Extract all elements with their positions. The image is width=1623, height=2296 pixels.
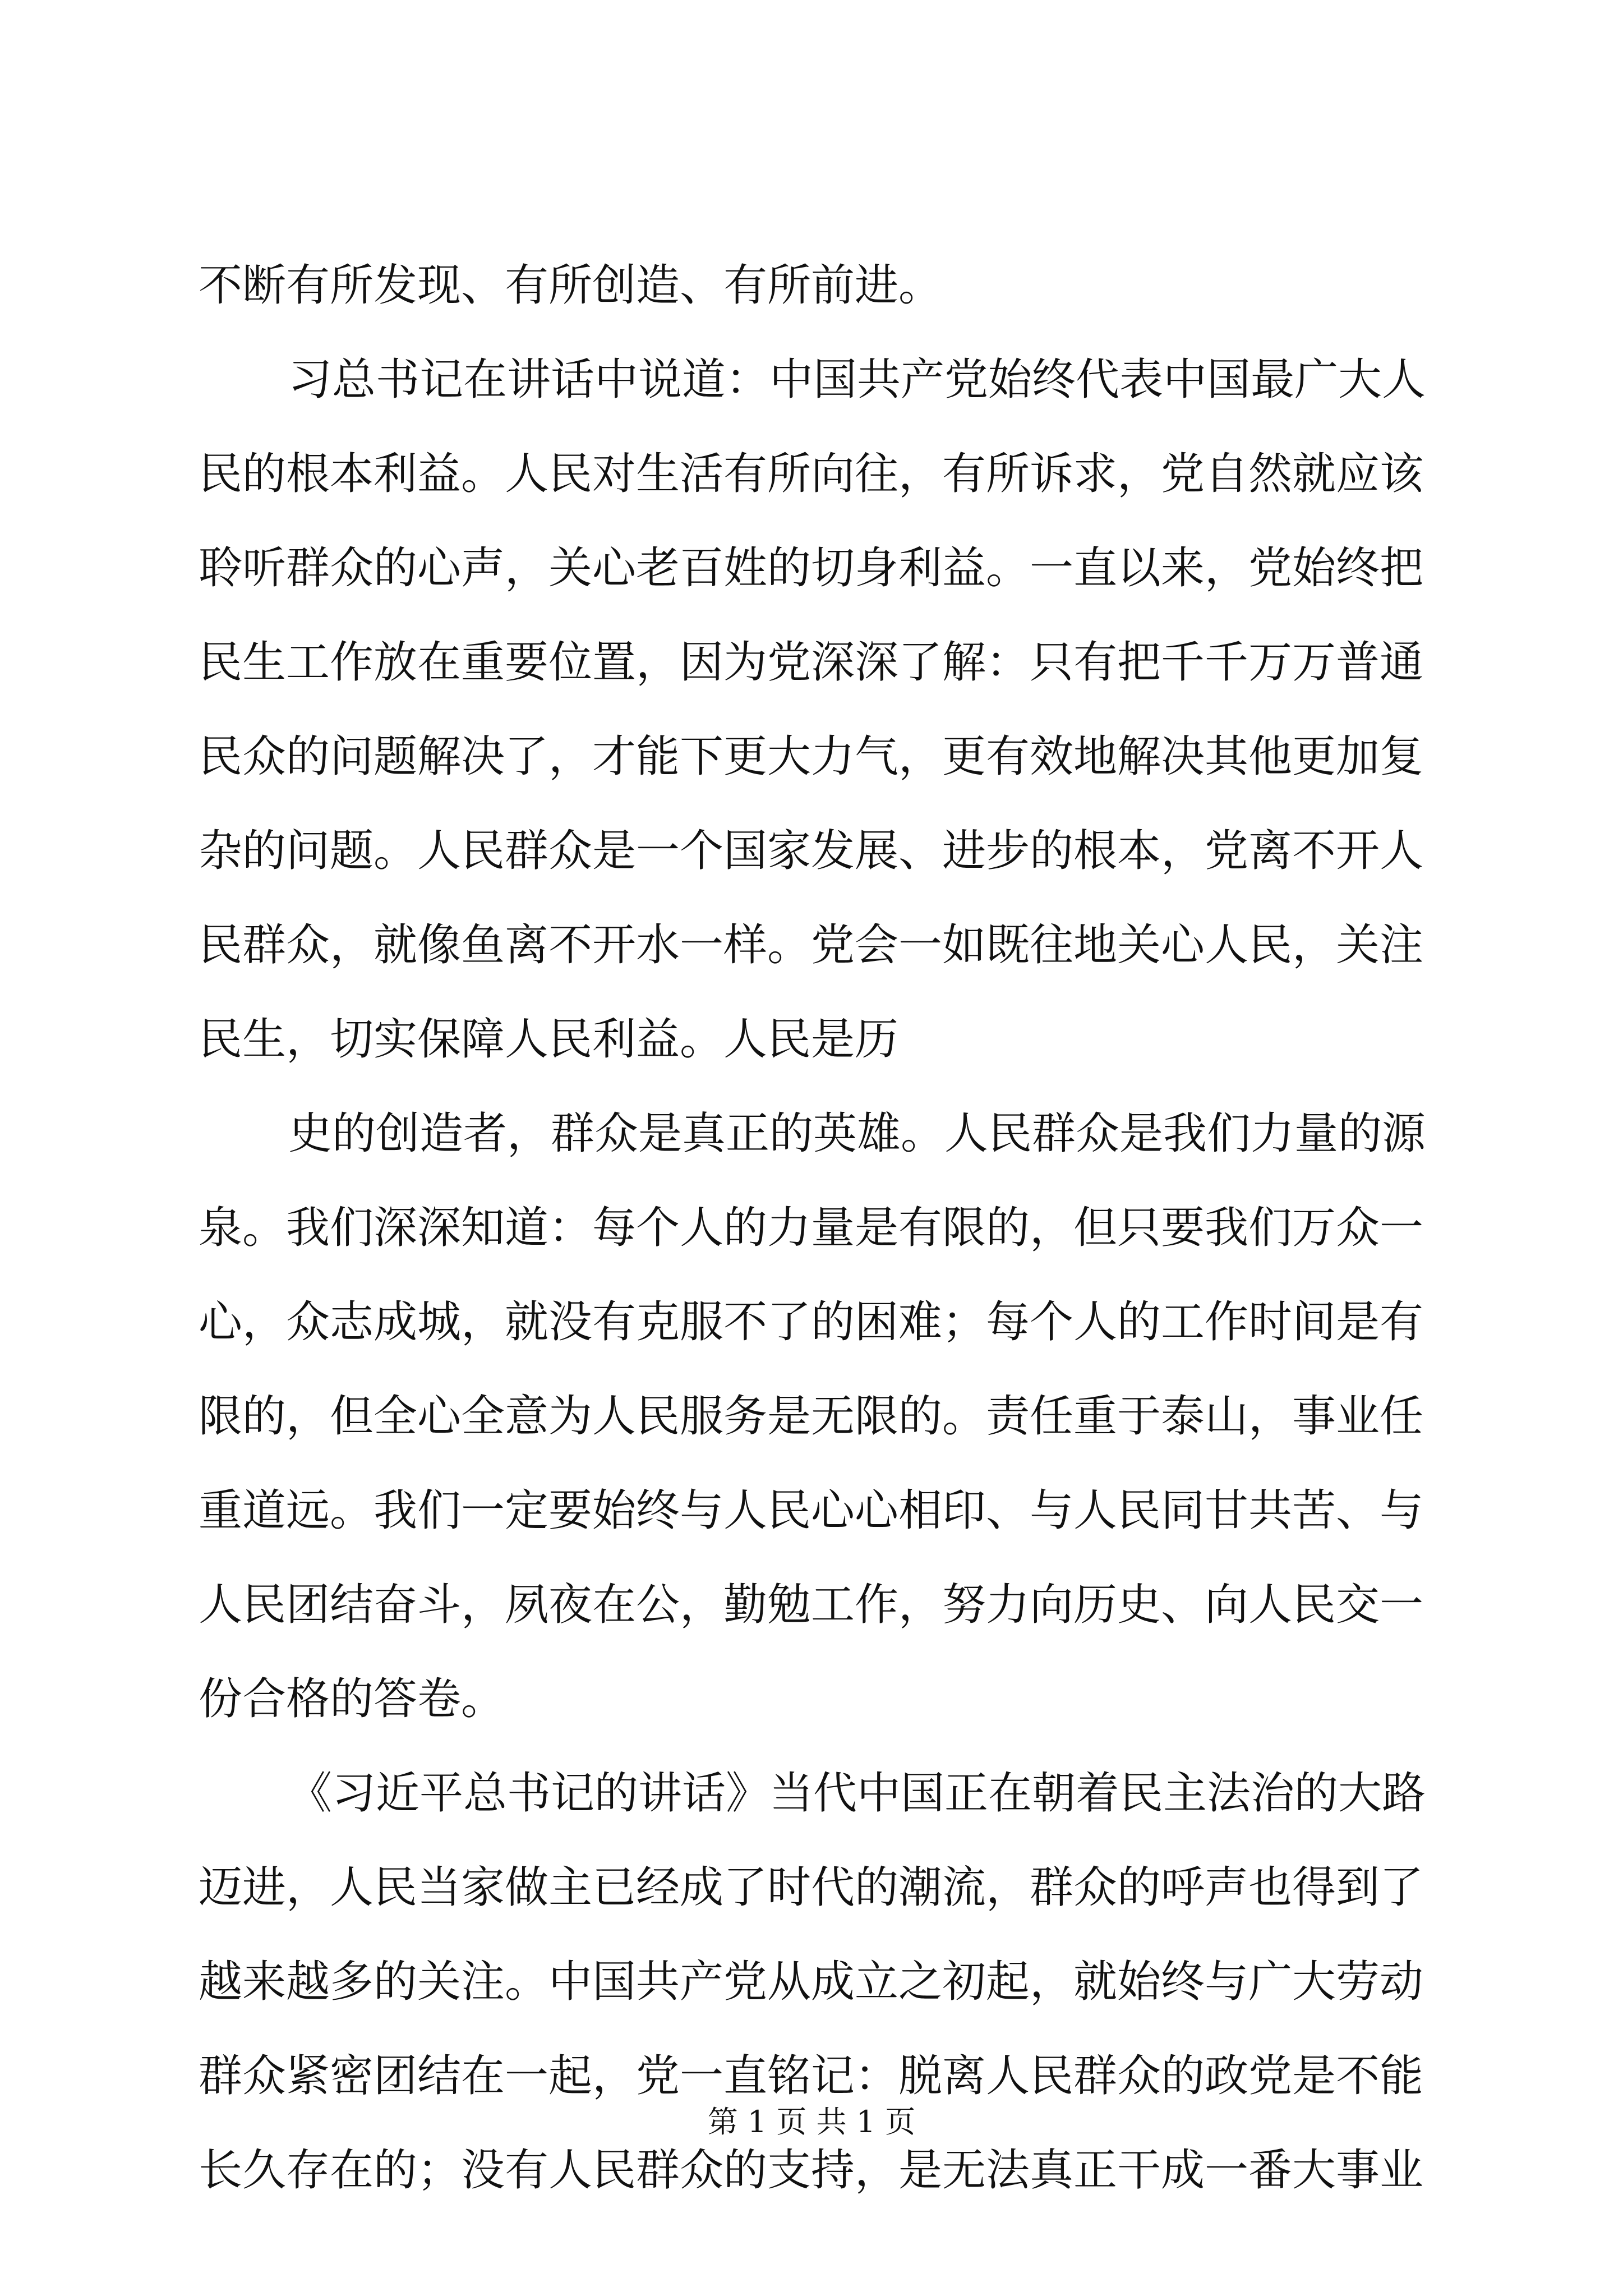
text-line: 越来越多的关注。中国共产党从成立之初起，就始终与广大劳动 <box>199 1957 1424 2007</box>
text-line: 史的创造者，群众是真正的英雄。人民群众是我们力量的源 <box>288 1108 1426 1159</box>
text-line: 民生，切实保障人民利益。人民是历 <box>199 1014 899 1065</box>
text-line: 重道远。我们一定要始终与人民心心相印、与人民同甘共苦、与 <box>199 1485 1424 1536</box>
text-line: 民群众，就像鱼离不开水一样。党会一如既往地关心人民，关注 <box>199 920 1424 970</box>
text-line: 群众紧密团结在一起，党一直铭记：脱离人民群众的政党是不能 <box>199 2051 1424 2101</box>
text-line: 民众的问题解决了，才能下更大力气，更有效地解决其他更加复 <box>199 731 1424 782</box>
text-line: 习总书记在讲话中说道：中国共产党始终代表中国最广大人 <box>288 355 1426 405</box>
text-line: 限的，但全心全意为人民服务是无限的。责任重于泰山，事业任 <box>199 1391 1424 1442</box>
text-line: 《习近平总书记的讲话》当代中国正在朝着民主法治的大路 <box>288 1768 1426 1819</box>
text-line: 不断有所发现、有所创造、有所前进。 <box>199 260 943 311</box>
text-line: 长久存在的；没有人民群众的支持，是无法真正干成一番大事业 <box>199 2145 1424 2196</box>
document-body <box>199 260 1426 2243</box>
text-line: 人民团结奋斗，夙夜在公，勤勉工作，努力向历史、向人民交一 <box>199 1580 1424 1630</box>
text-line: 民的根本利益。人民对生活有所向往，有所诉求，党自然就应该 <box>199 449 1424 499</box>
text-line: 份合格的答卷。 <box>199 1674 505 1724</box>
text-line: 杂的问题。人民群众是一个国家发展、进步的根本，党离不开人 <box>199 826 1424 876</box>
text-line: 泉。我们深深知道：每个人的力量是有限的，但只要我们万众一 <box>199 1203 1424 1253</box>
text-line: 聆听群众的心声，关心老百姓的切身利益。一直以来，党始终把 <box>199 543 1424 593</box>
text-line: 民生工作放在重要位置，因为党深深了解：只有把千千万万普通 <box>199 637 1424 688</box>
text-line: 迈进，人民当家做主已经成了时代的潮流，群众的呼声也得到了 <box>199 1862 1424 1913</box>
text-line: 心，众志成城，就没有克服不了的困难；每个人的工作时间是有 <box>199 1297 1424 1347</box>
page-number-footer: 第 1 页 共 1 页 <box>707 2104 916 2139</box>
